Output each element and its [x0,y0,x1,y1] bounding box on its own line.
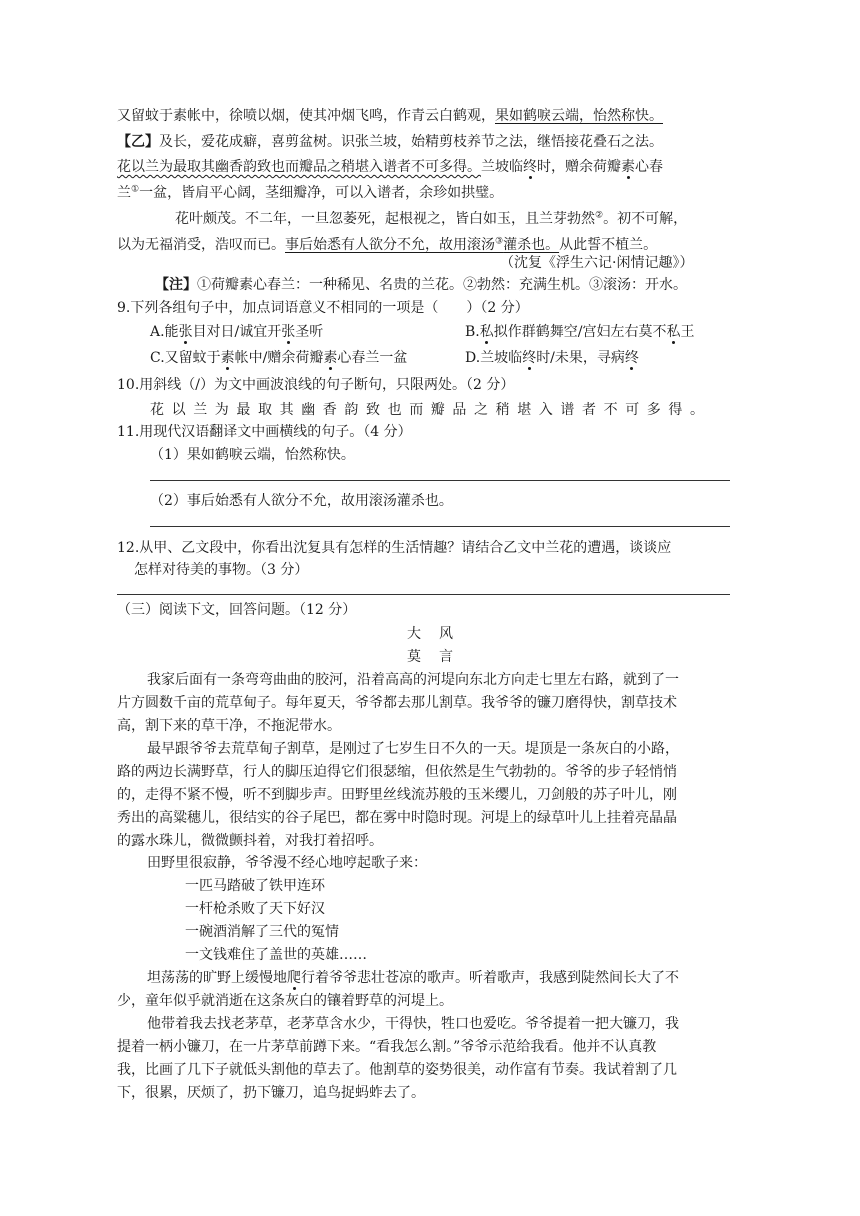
p5-line-2: 提着一柄小镰刀，在一片茅草前蹲下来。“看我怎么割。”爷爷示范给我看。他并不认真教 [117,1039,657,1055]
p5-line-1: 他带着我去找老茅草，老茅草含水少，干得快，牲口也爱吃。爷爷提着一把大镰刀，我 [147,1016,679,1032]
source-citation: （沈复《浮生六记·闲情记趣》） [500,255,694,271]
question-12-line-2: 怎样对待美的事物。（3 分） [134,562,309,578]
song-line-4: 一文钱难住了盖世的英雄…… [185,947,367,963]
p2-line-3: 的，走得不紧不慢，听不到脚步声。田野里丝线流苏般的玉米缨儿，刀剑般的苏子叶儿，刚 [117,787,677,803]
q11-item-2: （2）事后始悉有人欲分不允，故用滚汤灌杀也。 [150,493,453,509]
passage-author: 莫言 [407,649,471,665]
question-9: 9.下列各组句子中，加点词语意义不相同的一项是（ ）（2 分） [117,300,529,316]
yi-line-1 [117,106,663,126]
question-12-line-1: 12.从甲、乙文段中，你看出沈复具有怎样的生活情趣？请结合乙文中兰花的遭遇，谈谈应 [117,540,672,556]
p4-line-1: 坦荡荡的旷野上缓慢地爬行着爷爷悲壮苍凉的歌声。听着歌声，我感到陡然间长大了不 [147,970,679,986]
answer-line-3[interactable] [117,594,730,595]
p1-line-2: 片方圆数千亩的荒草甸子。每年夏天，爷爷都去那儿割草。我爷爷的镰刀磨得快，割草技术 [117,695,677,711]
q9-option-b: B.私拟作群鹤舞空/宫妇左右莫不私王 [465,324,695,340]
question-11: 11.用现代汉语翻译文中画横线的句子。（4 分） [117,424,412,440]
p4-line-2: 少，童年似乎就消逝在这条灰白的镶着野草的河堤上。 [117,993,453,1009]
yi-label: 【乙】 [117,134,159,150]
footnote-2-mark: ② [595,210,604,221]
section-3-header: （三）阅读下文，回答问题。（12 分） [117,602,357,618]
answer-line-2[interactable] [150,526,730,527]
yi-line-3: 花以兰为最取其幽香韵致也而瓣品之稍堪入谱者不可多得。兰坡临终时，赠余荷瓣素心春 [117,159,663,175]
yi-line-2-text: 及长，爱花成癖，喜剪盆树。识张兰坡，始精剪枝养节之法，继悟接花叠石之法。 [159,134,663,150]
q9-option-a: A.能张目对日/诚宜开张圣听 [150,324,324,340]
song-line-3: 一碗酒消解了三代的冤情 [185,924,339,940]
yi-line-4: 兰①一盆，皆肩平心阔，茎细瓣净，可以入谱者，余珍如拱璧。 [117,184,504,201]
footnote-1-mark: ① [131,184,140,195]
q9-option-d: D.兰坡临终时/未果，寻病终 [465,350,639,366]
p2-line-5: 的露水珠儿，微微颤抖着，对我打着招呼。 [117,833,383,849]
p1-line-1: 我家后面有一条弯弯曲曲的胶河，沿着高高的河堤向东北方向走七里左右路，就到了一 [147,672,679,688]
p2-line-4: 秀出的高粱穗儿，很结实的谷子尾巴，都在雾中时隐时现。河堤上的绿草叶儿上挂着亮晶晶 [117,810,677,826]
yi-line-2 [117,132,663,152]
p2-line-2: 路的两边长满野草，行人的脚压迫得它们很瑟缩，但依然是生气勃勃的。爷爷的步子轻悄悄 [117,764,677,780]
q9-option-c: C.又留蚊于素帐中/赠余荷瓣素心春兰一盆 [150,350,408,366]
passage-title: 大风 [407,626,471,642]
p1-line-3: 高，割下来的草干净，不拖泥带水。 [117,718,341,734]
notes [155,275,687,295]
yi-line-1-text: 又留蚊于素帐中，徐喷以烟，使其冲烟飞鸣，作青云白鹤观， [117,108,495,124]
song-line-1: 一匹马踏破了铁甲连环 [185,878,325,894]
yi-line-5: 花叶颇茂。不二年，一旦忽萎死，起根视之，皆白如玉，且兰芽勃然②。初不可解， [175,210,688,227]
answer-line-1[interactable] [150,480,730,481]
footnote-3-mark: ③ [495,236,504,247]
question-10: 10.用斜线（/）为文中画波浪线的句子断句，只限两处。（2 分） [117,377,515,393]
notes-label: 【注】 [155,277,197,293]
underlined-sentence-2: 事后始悉有人欲分不允，故用滚汤③灌杀也。 [285,236,560,253]
p3: 田野里很寂静，爷爷漫不经心地哼起歌子来： [147,855,427,871]
yi-line-6: 以为无福消受，浩叹而已。事后始悉有人欲分不允，故用滚汤③灌杀也。从此誓不植兰。 [117,236,658,253]
dotted-word: 爬 [287,970,301,986]
p5-line-4: 下，很累，厌烦了，扔下镰刀，追鸟捉蚂蚱去了。 [117,1085,425,1101]
wavy-sentence: 花以兰为最取其幽香韵致也而瓣品之稍堪入谱者不可多得。 [117,159,481,175]
song-line-2: 一杆枪杀败了天下好汉 [185,901,325,917]
p2-line-1: 最早跟爷爷去荒草甸子割草，是刚过了七岁生日不久的一天。堤顶是一条灰白的小路， [147,741,679,757]
q10-text: 花以兰为最取其幽香韵致也而瓣品之稍堪入谱者不可多得。 [150,402,712,418]
notes-text: ①荷瓣素心春兰：一种稀见、名贵的兰花。②勃然：充满生机。③滚汤：开水。 [197,277,687,293]
q11-item-1: （1）果如鹤唳云端，怡然称快。 [150,447,355,463]
p5-line-3: 我，比画了几下子就低头割他的草去了。他割草的姿势很美，动作富有节奏。我试着割了几 [117,1062,677,1078]
underlined-sentence-1: 果如鹤唳云端，怡然称快。 [495,108,663,124]
